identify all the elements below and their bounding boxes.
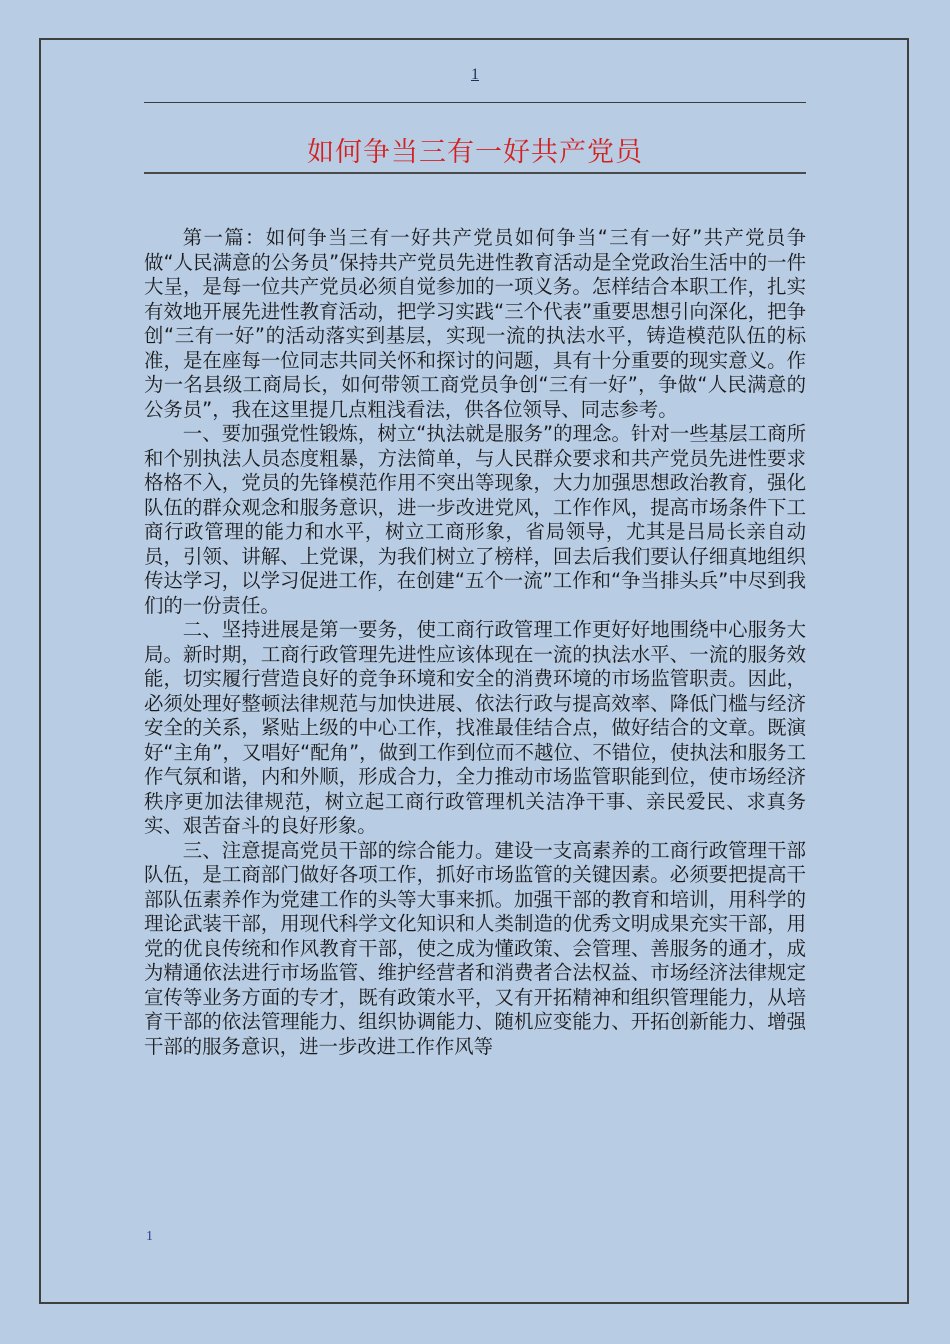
paragraph-section-3: 三、注意提高党员干部的综合能力。建设一支高素养的工商行政管理干部队伍，是工商部门做好各项工作，抓好市场监管的关键因素。必须要把提高干部队伍素养作为党建工作的头等大事来抓。加强干部的教育和培训，用科学的理论武装干部，用现代科学文化知识和人类制造的优秀文明成果充实干部，用党的优良传统和作风教育干部，使之成为懂政策、会管理、善服务的通才，成为精通依法进行市场监管、维护经营者和消费者合法权益、市场经济法律规定宣传等业务方面的专才，既有政策水平，又有开拓精神和组织管理能力，从培育干部的依法管理能力、组织协调能力、随机应变能力、开拓创新能力、增强干部的服务意识，进一步改进工作作风等 — [144, 838, 806, 1058]
header-divider — [144, 102, 806, 103]
paragraph-section-2: 二、坚持进展是第一要务，使工商行政管理工作更好好地围绕中心服务大局。新时期，工商行政管理先进性应该体现在一流的执法水平、一流的服务效能，切实履行营造良好的竞争环境和安全的消费环境的市场监管职责。因此，必须处理好整顿法律规范与加快进展、依法行政与提高效率、降低门槛与经济安全的关系，紧贴上级的中心工作，找准最佳结合点，做好结合的文章。既演好“主角”，又唱好“配角”，做到工作到位而不越位、不错位，使执法和服务工作气氛和谐，内和外顺，形成合力，全力推动市场监管职能到位，使市场经济秩序更加法律规范，树立起工商行政管理机关洁净干事、亲民爱民、求真务实、艰苦奋斗的良好形象。 — [144, 618, 806, 837]
paragraph-section-1: 一、要加强党性锻炼，树立“执法就是服务”的理念。针对一些基层工商所和个别执法人员态度粗暴，方法简单，与人民群众要求和共产党员先进性要求格格不入，党员的先锋模范作用不突出等现象，大力加强思想政治教育，强化队伍的群众观念和服务意识，进一步改进党风，工作作风，提高市场条件下工商行政管理的能力和水平，树立工商形象，省局领导，尤其是吕局长亲自动员，引领、讲解、上党课，为我们树立了榜样，回去后我们要认仔细真地组织传达学习，以学习促进工作，在创建“五个一流”工作和“争当排头兵”中尽到我们的一份责任。 — [144, 422, 806, 617]
paragraph-intro: 第一篇：如何争当三有一好共产党员如何争当“三有一好”共产党员争做“人民满意的公务员”保持共产党员先进性教育活动是全党政治生活中的一件大呈，是每一位共产党员必须自觉参加的一项义务。怎样结合本职工作，扎实有效地开展先进性教育活动，把学习实践“三个代表”重要思想引向深化，把争创“三有一好”的活动落实到基层，实现一流的执法水平，铸造模范队伍的标准，是在座每一位同志共同关怀和探讨的问题，具有十分重要的现实意义。作为一名县级工商局长，如何带领工商党员争创“三有一好”，争做“人民满意的公务员”，我在这里提几点粗浅看法，供各位领导、同志参考。 — [144, 226, 806, 421]
title-divider — [144, 172, 806, 174]
header-page-number: 1 — [471, 66, 479, 83]
document-body — [144, 226, 806, 1059]
document-title: 如何争当三有一好共产党员 — [307, 137, 643, 168]
footer-page-number: 1 — [146, 1229, 153, 1244]
